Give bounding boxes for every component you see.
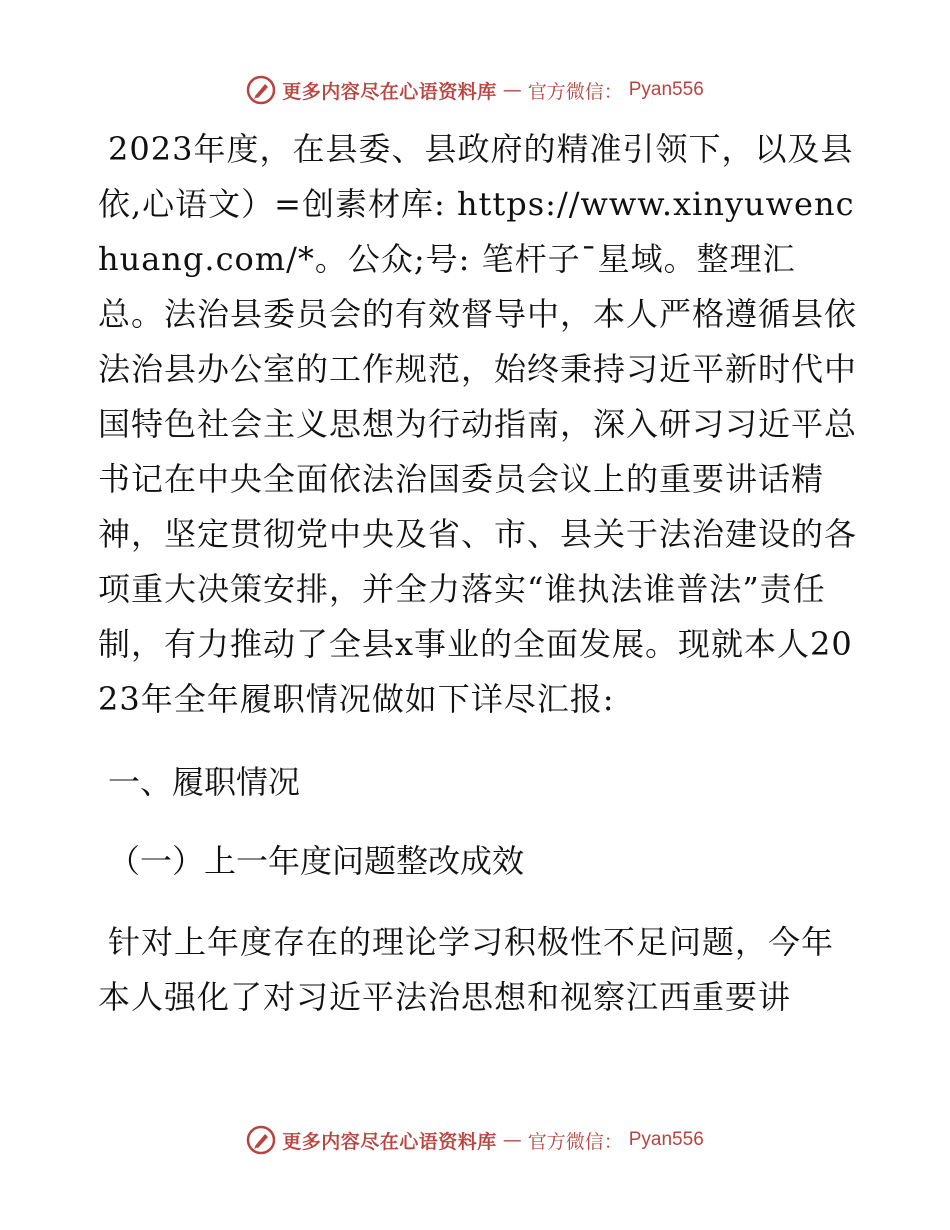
pen-logo-icon — [246, 1125, 276, 1155]
header-watermark — [0, 70, 950, 110]
watermark-wechat-label: 官方微信： — [527, 1130, 623, 1153]
watermark-wechat-label: 官方微信： — [527, 80, 623, 103]
subsection-heading: （一）上一年度问题整改成效 — [108, 842, 525, 880]
watermark-wechat-id: Pyan556 — [628, 79, 704, 100]
watermark-text: 更多内容尽在心语资料库 — [282, 1130, 497, 1153]
section-heading: 一、履职情况 — [108, 763, 301, 801]
watermark-separator: — — [502, 79, 522, 101]
document-body — [98, 122, 858, 1025]
watermark-text: 更多内容尽在心语资料库 — [282, 80, 497, 103]
watermark-separator: — — [502, 1129, 522, 1151]
paragraph-rectification: 针对上年度存在的理论学习积极性不足问题，今年本人强化了对习近平法治思想和视察江西重要讲 — [98, 923, 835, 1016]
paragraph-intro: 2023年度，在县委、县政府的精准引领下，以及县依,心语文）=创素材库: https://www.xinyuwenchuang.com/*。公众;号: 笔杆子¯星域。整理汇总。法治县委员会的有效督导中，本人严格遵循县依法治县办公室的工作规范，始终秉持习近平新时代中国特色社会主义思想为行动指南，深入研习习近平总书记在中央全面依法治国委员会议上的重要讲话精神，坚定贯彻党中央及省、市、县关于法治建设的各项重大决策安排，并全力落实“谁执法谁普法”责任制，有力推动了全县x事业的全面发展。现就本人2023年全年履职情况做如下详尽汇报: — [98, 130, 858, 718]
pen-logo-icon — [246, 75, 276, 105]
footer-watermark — [0, 1120, 950, 1160]
watermark-wechat-id: Pyan556 — [628, 1129, 704, 1150]
